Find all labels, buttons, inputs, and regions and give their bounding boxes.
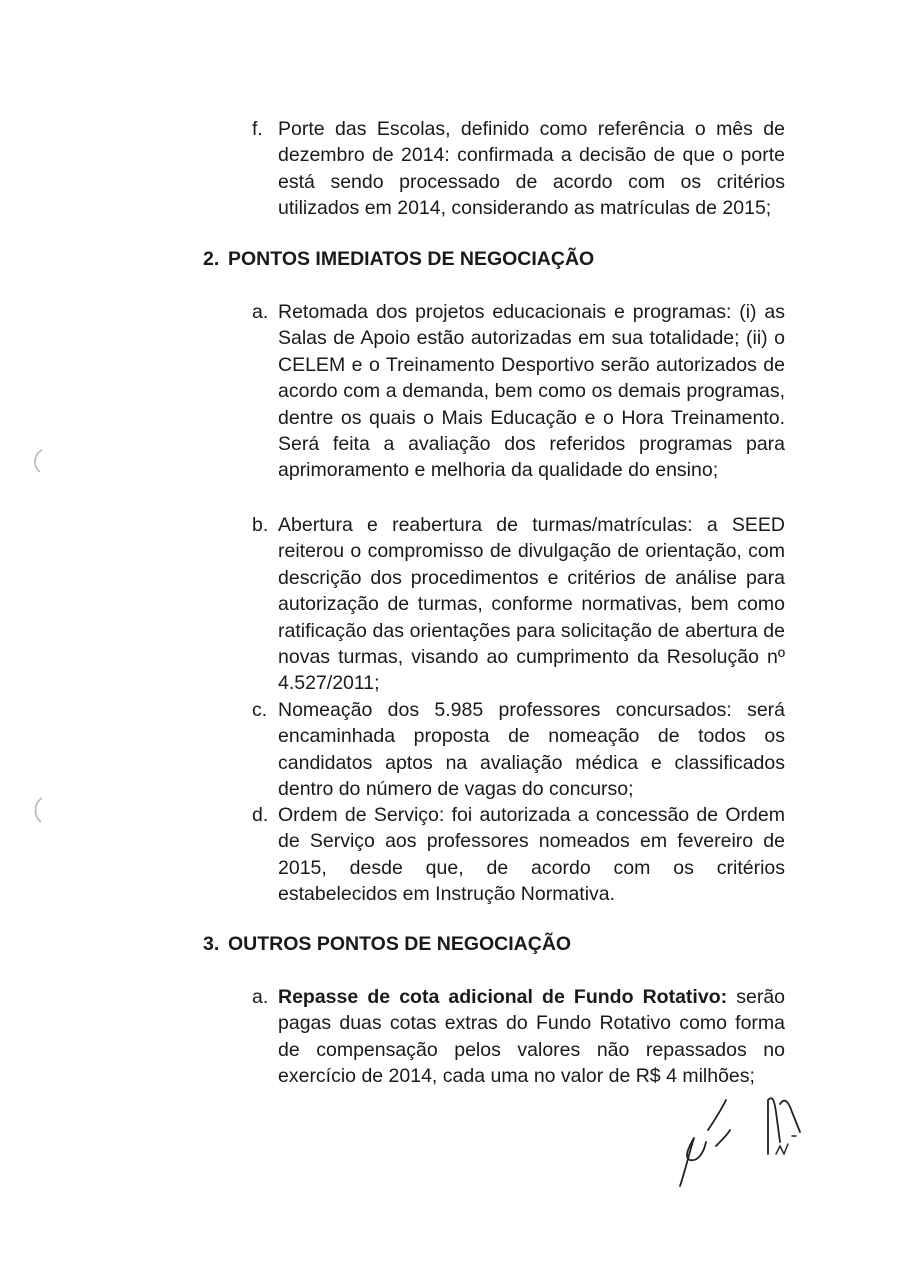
- list-item-2d: [252, 802, 785, 908]
- list-item-text: Retomada dos projetos educacionais e programas: (i) as Salas de Apoio estão autorizadas em sua totalidade; (ii) o CELEM e o Treinamento Desportivo serão autorizados de acordo com a demanda, bem como os demais programas, dentre os quais o Mais Educação e o Hora Treinamento. Será feita a avaliação dos referidos programas para aprimoramento e melhoria da qualidade do ensino;: [278, 301, 785, 482]
- section-heading-2: [203, 246, 594, 272]
- list-item-text: Nomeação dos 5.985 professores concursados: será encaminhada proposta de nomeação de todos os candidatos aptos na avaliação médica e classificados dentro do número de vagas do concurso;: [278, 699, 785, 801]
- section-number: 2.: [203, 248, 220, 270]
- list-marker: b.: [252, 514, 269, 536]
- list-marker: a.: [252, 301, 269, 323]
- binder-hole-mark: [26, 794, 50, 826]
- list-item-rest: serão pagas duas cotas extras do Fundo Rotativo como forma de compensação pelos valores não repassados no exercício de 2014, cada uma no valor de R$ 4 milhões;: [278, 986, 786, 1088]
- section-title: PONTOS IMEDIATOS DE NEGOCIAÇÃO: [228, 248, 595, 270]
- binder-hole-mark: [26, 446, 50, 476]
- list-marker: f.: [252, 118, 263, 140]
- list-item-bold-lead: Repasse de cota adicional de Fundo Rotativo:: [278, 986, 728, 1008]
- list-item-text: Ordem de Serviço: foi autorizada a concessão de Ordem de Serviço aos professores nomeados em fevereiro de 2015, desde que, de acordo com os critérios estabelecidos em Instrução Normativa.: [278, 804, 785, 906]
- list-marker: a.: [252, 986, 269, 1008]
- list-item-f: [252, 116, 785, 222]
- handwritten-signature: [668, 1090, 818, 1200]
- list-item-2a: [252, 299, 785, 484]
- section-number: 3.: [203, 933, 220, 955]
- list-item-2c: [252, 697, 785, 803]
- section-heading-3: [203, 931, 571, 957]
- section-title: OUTROS PONTOS DE NEGOCIAÇÃO: [228, 933, 572, 955]
- list-item-2b: [252, 512, 785, 697]
- list-item-text: Porte das Escolas, definido como referência o mês de dezembro de 2014: confirmada a decisão de que o porte está sendo processado de acordo com os critérios utilizados em 2014, considerando as matrículas de 2015;: [278, 118, 785, 220]
- list-marker: d.: [252, 804, 269, 826]
- list-marker: c.: [252, 699, 268, 721]
- list-item-text: [278, 984, 785, 1090]
- list-item-text: Abertura e reabertura de turmas/matrículas: a SEED reiterou o compromisso de divulgação de orientação, com descrição dos procedimentos e critérios de análise para autorização de turmas, conforme normativas, bem como ratificação das orientações para solicitação de abertura de novas turmas, visando ao cumprimento da Resolução nº 4.527/2011;: [278, 514, 785, 695]
- list-item-3a: [252, 984, 785, 1090]
